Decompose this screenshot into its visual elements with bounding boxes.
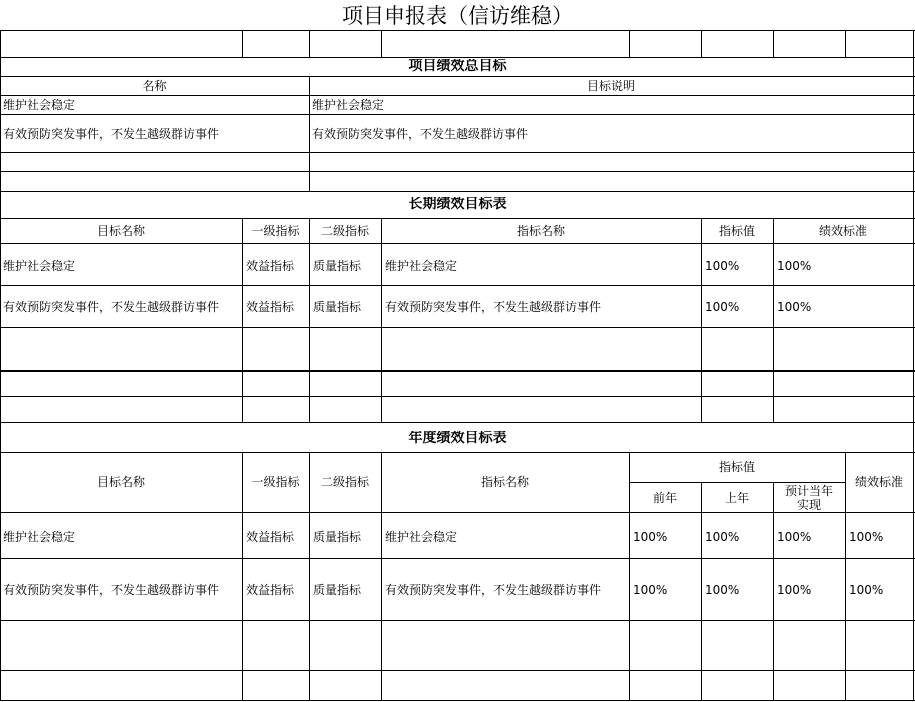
grid-line [773, 218, 774, 422]
cell-level2: 质量指标 [313, 259, 362, 273]
cell-last-year: 100% [705, 583, 740, 597]
page-title: 项目申报表（信访维稳） [342, 4, 573, 28]
grid-line [381, 218, 382, 422]
grid-line [701, 482, 702, 701]
grid-line [0, 191, 915, 192]
column-header-last-year: 上年 [724, 491, 749, 505]
grid-line [0, 218, 915, 219]
column-header-value: 指标值 [718, 224, 755, 238]
column-header-level1: 一级指标 [251, 475, 300, 489]
grid-line [0, 327, 915, 328]
column-header-expected: 预计当年实现 [784, 484, 833, 512]
grid-line [309, 76, 310, 191]
column-header-name: 名称 [142, 79, 167, 93]
annual-heading: 年度绩效目标表 [408, 431, 507, 445]
cell-value: 100% [705, 259, 740, 273]
grid-line [0, 620, 915, 621]
cell-standard: 100% [777, 300, 812, 314]
grid-line [381, 30, 382, 57]
cell-standard: 100% [777, 259, 812, 273]
grid-line [0, 285, 915, 286]
grid-line [0, 370, 915, 372]
grid-line [0, 95, 915, 96]
grid-line [0, 57, 915, 58]
cell-prev-year: 100% [633, 583, 668, 597]
grid-line [0, 512, 915, 513]
grid-line [309, 218, 310, 422]
grid-line [309, 452, 310, 701]
cell-indicator: 有效预防突发事件，不发生越级群访事件 [385, 300, 602, 314]
overall-goal-heading: 项目绩效总目标 [408, 59, 507, 73]
grid-line [773, 482, 774, 701]
grid-line [913, 30, 914, 701]
grid-line [0, 30, 1, 701]
column-header-prev-year: 前年 [652, 491, 677, 505]
column-header-goal: 目标名称 [96, 224, 145, 238]
cell-standard: 100% [849, 530, 884, 544]
column-header-indicator: 指标名称 [516, 224, 565, 238]
grid-line [309, 30, 310, 57]
grid-line [0, 243, 915, 244]
cell-level1: 效益指标 [246, 300, 295, 314]
cell-goal: 维护社会稳定 [3, 259, 76, 273]
grid-line [242, 452, 243, 701]
overall-row-desc: 维护社会稳定 [312, 98, 385, 112]
column-header-indicator: 指标名称 [480, 475, 529, 489]
grid-line [629, 30, 630, 57]
grid-line [381, 452, 382, 701]
grid-line [629, 482, 846, 483]
cell-level1: 效益指标 [246, 530, 295, 544]
grid-line [0, 422, 915, 423]
grid-line [242, 218, 243, 422]
grid-line [0, 452, 915, 453]
overall-row-name: 维护社会稳定 [3, 98, 76, 112]
grid-line [0, 171, 915, 172]
grid-line [629, 452, 630, 701]
cell-goal: 有效预防突发事件，不发生越级群访事件 [3, 583, 220, 597]
grid-line [0, 152, 915, 153]
grid-line [0, 396, 915, 397]
grid-line [845, 452, 846, 701]
column-header-level2: 二级指标 [320, 224, 369, 238]
column-header-level2: 二级指标 [320, 475, 369, 489]
overall-row-name: 有效预防突发事件，不发生越级群访事件 [3, 127, 220, 141]
grid-line [845, 30, 846, 57]
cell-last-year: 100% [705, 530, 740, 544]
cell-level2: 质量指标 [313, 530, 362, 544]
cell-level2: 质量指标 [313, 583, 362, 597]
column-header-goal: 目标名称 [96, 475, 145, 489]
grid-line [242, 30, 243, 57]
grid-line [0, 670, 915, 671]
column-header-standard: 绩效标准 [818, 224, 867, 238]
grid-line [0, 700, 915, 701]
cell-level2: 质量指标 [313, 300, 362, 314]
overall-row-desc: 有效预防突发事件，不发生越级群访事件 [312, 127, 529, 141]
cell-expected: 100% [777, 530, 812, 544]
cell-goal: 维护社会稳定 [3, 530, 76, 544]
grid-line [773, 30, 774, 57]
grid-line [701, 30, 702, 57]
cell-standard: 100% [849, 583, 884, 597]
cell-indicator: 维护社会稳定 [385, 530, 458, 544]
column-header-value: 指标值 [718, 460, 755, 474]
cell-indicator: 维护社会稳定 [385, 259, 458, 273]
cell-value: 100% [705, 300, 740, 314]
grid-line [701, 218, 702, 422]
grid-line [0, 76, 915, 77]
column-header-standard: 绩效标准 [854, 475, 903, 489]
cell-level1: 效益指标 [246, 583, 295, 597]
grid-line [0, 30, 915, 31]
column-header-level1: 一级指标 [251, 224, 300, 238]
grid-line [0, 558, 915, 559]
column-header-description: 目标说明 [586, 79, 635, 93]
long-term-heading: 长期绩效目标表 [408, 197, 507, 211]
cell-level1: 效益指标 [246, 259, 295, 273]
cell-goal: 有效预防突发事件，不发生越级群访事件 [3, 300, 220, 314]
cell-expected: 100% [777, 583, 812, 597]
grid-line [0, 114, 915, 115]
cell-indicator: 有效预防突发事件，不发生越级群访事件 [385, 583, 602, 597]
cell-prev-year: 100% [633, 530, 668, 544]
